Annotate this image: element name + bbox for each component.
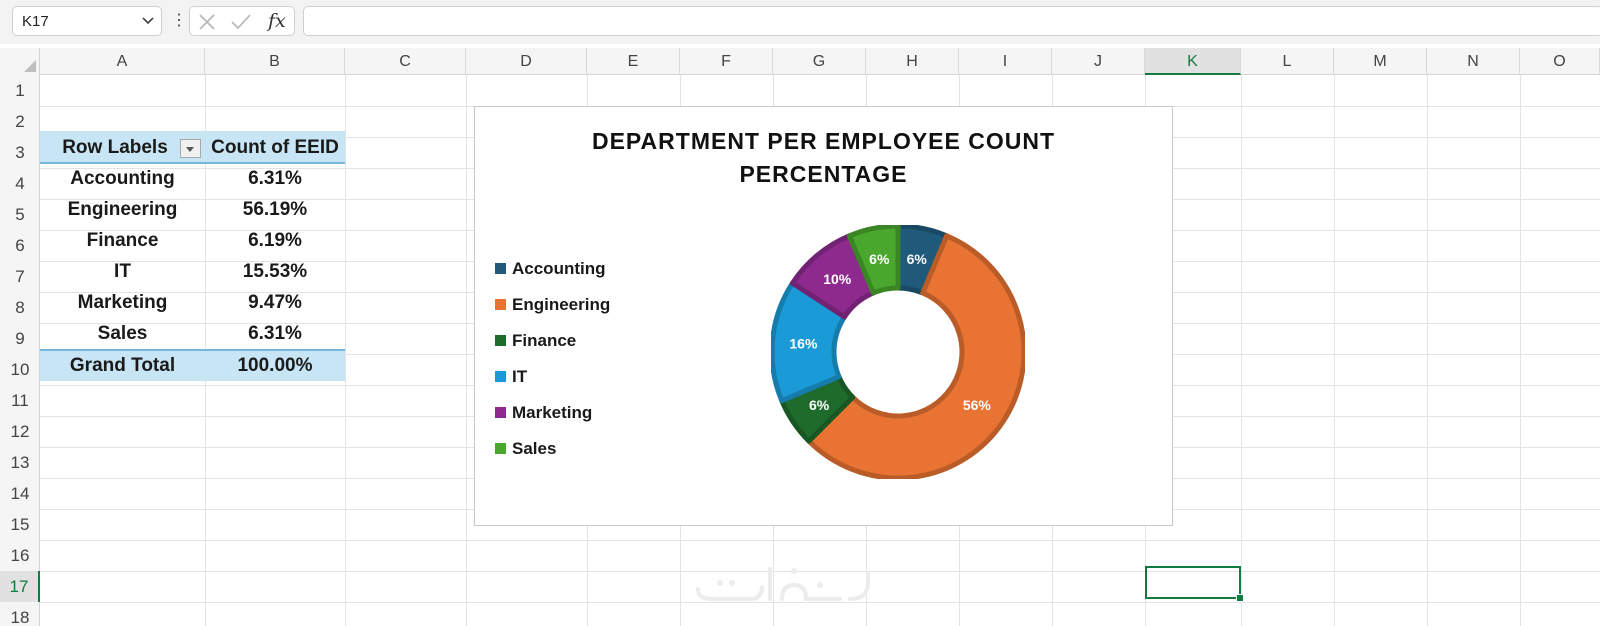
- row-header[interactable]: 8: [15, 298, 25, 317]
- row-header[interactable]: 3: [15, 143, 25, 162]
- fill-handle[interactable]: [1236, 594, 1244, 602]
- column-header[interactable]: D: [466, 48, 587, 75]
- row-header[interactable]: 10: [10, 360, 30, 379]
- row-header[interactable]: 13: [10, 453, 30, 472]
- legend-label: Engineering: [512, 295, 611, 314]
- pivot-row-value[interactable]: 9.47%: [248, 292, 302, 313]
- row-header[interactable]: 5: [15, 205, 25, 224]
- pivot-row-label[interactable]: Accounting: [70, 168, 175, 189]
- dropdown-arrow-icon: [186, 147, 194, 152]
- pivot-values-header[interactable]: Count of EEID: [211, 137, 339, 158]
- row-header[interactable]: 16: [10, 546, 30, 565]
- row-header[interactable]: 4: [15, 174, 25, 193]
- pivot-grand-total-label[interactable]: Grand Total: [69, 355, 176, 376]
- data-label-finance: 6%: [808, 396, 830, 413]
- pivot-row-label[interactable]: Engineering: [67, 199, 178, 220]
- column-header[interactable]: L: [1241, 48, 1334, 75]
- legend-swatch: [495, 335, 506, 346]
- name-box-value: K17: [22, 13, 49, 30]
- doughnut-chart[interactable]: [474, 106, 1173, 526]
- more-options-icon[interactable]: ⋮: [171, 12, 187, 29]
- legend-label: Finance: [512, 331, 577, 350]
- row-header[interactable]: 7: [15, 267, 25, 286]
- pivot-row-value[interactable]: 15.53%: [242, 261, 308, 282]
- row-header[interactable]: 15: [10, 515, 30, 534]
- cancel-icon[interactable]: [198, 13, 216, 31]
- column-header[interactable]: F: [680, 48, 773, 75]
- watermark-logo: [690, 555, 880, 605]
- data-label-accounting: 6%: [906, 250, 927, 267]
- legend-label: Accounting: [512, 259, 606, 278]
- legend-label: Marketing: [512, 403, 593, 422]
- row-header-selected[interactable]: 17: [0, 571, 40, 602]
- column-header[interactable]: A: [40, 48, 205, 75]
- chart-title-line: PERCENTAGE: [739, 161, 908, 187]
- column-header[interactable]: B: [205, 48, 345, 75]
- row-header[interactable]: 18: [10, 608, 30, 626]
- pivot-row-labels-header[interactable]: Row Labels: [62, 137, 168, 158]
- legend-swatch: [495, 443, 506, 454]
- pivot-row-label[interactable]: Finance: [86, 230, 159, 251]
- row-header[interactable]: 6: [15, 236, 25, 255]
- column-header[interactable]: I: [959, 48, 1052, 75]
- pivot-grand-total-value[interactable]: 100.00%: [237, 355, 313, 376]
- data-label-engineering: 56%: [962, 396, 991, 413]
- row-header[interactable]: 2: [15, 112, 25, 131]
- formula-input[interactable]: [303, 6, 1600, 36]
- legend-label: Sales: [512, 439, 557, 458]
- row-header[interactable]: 9: [15, 329, 25, 348]
- filter-dropdown-button[interactable]: [180, 139, 201, 158]
- check-icon[interactable]: [230, 13, 252, 31]
- row-header[interactable]: 14: [10, 484, 30, 503]
- legend-label: IT: [512, 367, 528, 386]
- insert-function-icon[interactable]: fx: [268, 10, 286, 32]
- selected-cell[interactable]: [1145, 566, 1241, 599]
- name-box[interactable]: [12, 6, 162, 36]
- column-header[interactable]: N: [1427, 48, 1520, 75]
- pivot-row-label[interactable]: Sales: [97, 323, 148, 344]
- column-header[interactable]: C: [345, 48, 466, 75]
- select-all-button[interactable]: [0, 48, 40, 75]
- column-header[interactable]: H: [866, 48, 959, 75]
- row-header[interactable]: 12: [10, 422, 30, 441]
- column-header[interactable]: M: [1334, 48, 1427, 75]
- chart-title-line: DEPARTMENT PER EMPLOYEE COUNT: [591, 128, 1056, 154]
- data-label-marketing: 10%: [823, 270, 852, 287]
- data-label-it: 16%: [789, 335, 818, 352]
- formula-controls: [189, 6, 295, 36]
- pivot-row-value[interactable]: 56.19%: [242, 199, 308, 220]
- legend-swatch: [495, 371, 506, 382]
- pivot-row-value[interactable]: 6.31%: [248, 323, 302, 344]
- column-header[interactable]: E: [587, 48, 680, 75]
- doughnut-plot[interactable]: [771, 225, 1025, 479]
- column-header[interactable]: O: [1520, 48, 1600, 75]
- select-all-triangle-icon: [24, 60, 36, 72]
- chart-title[interactable]: [475, 125, 1172, 191]
- column-header[interactable]: J: [1052, 48, 1145, 75]
- row-header[interactable]: 11: [11, 391, 29, 410]
- row-header[interactable]: 1: [15, 81, 25, 100]
- legend-swatch: [495, 299, 506, 310]
- formula-bar: [0, 0, 1600, 44]
- legend-swatch: [495, 263, 506, 274]
- pivot-row-label[interactable]: IT: [114, 261, 131, 282]
- pivot-row-value[interactable]: 6.31%: [248, 168, 302, 189]
- pivot-row-label[interactable]: Marketing: [77, 292, 168, 313]
- chevron-down-icon[interactable]: [141, 13, 155, 27]
- column-header-selected[interactable]: K: [1145, 48, 1241, 75]
- data-label-sales: 6%: [869, 250, 890, 267]
- column-header[interactable]: G: [773, 48, 866, 75]
- pivot-row-value[interactable]: 6.19%: [248, 230, 302, 251]
- legend-swatch: [495, 407, 506, 418]
